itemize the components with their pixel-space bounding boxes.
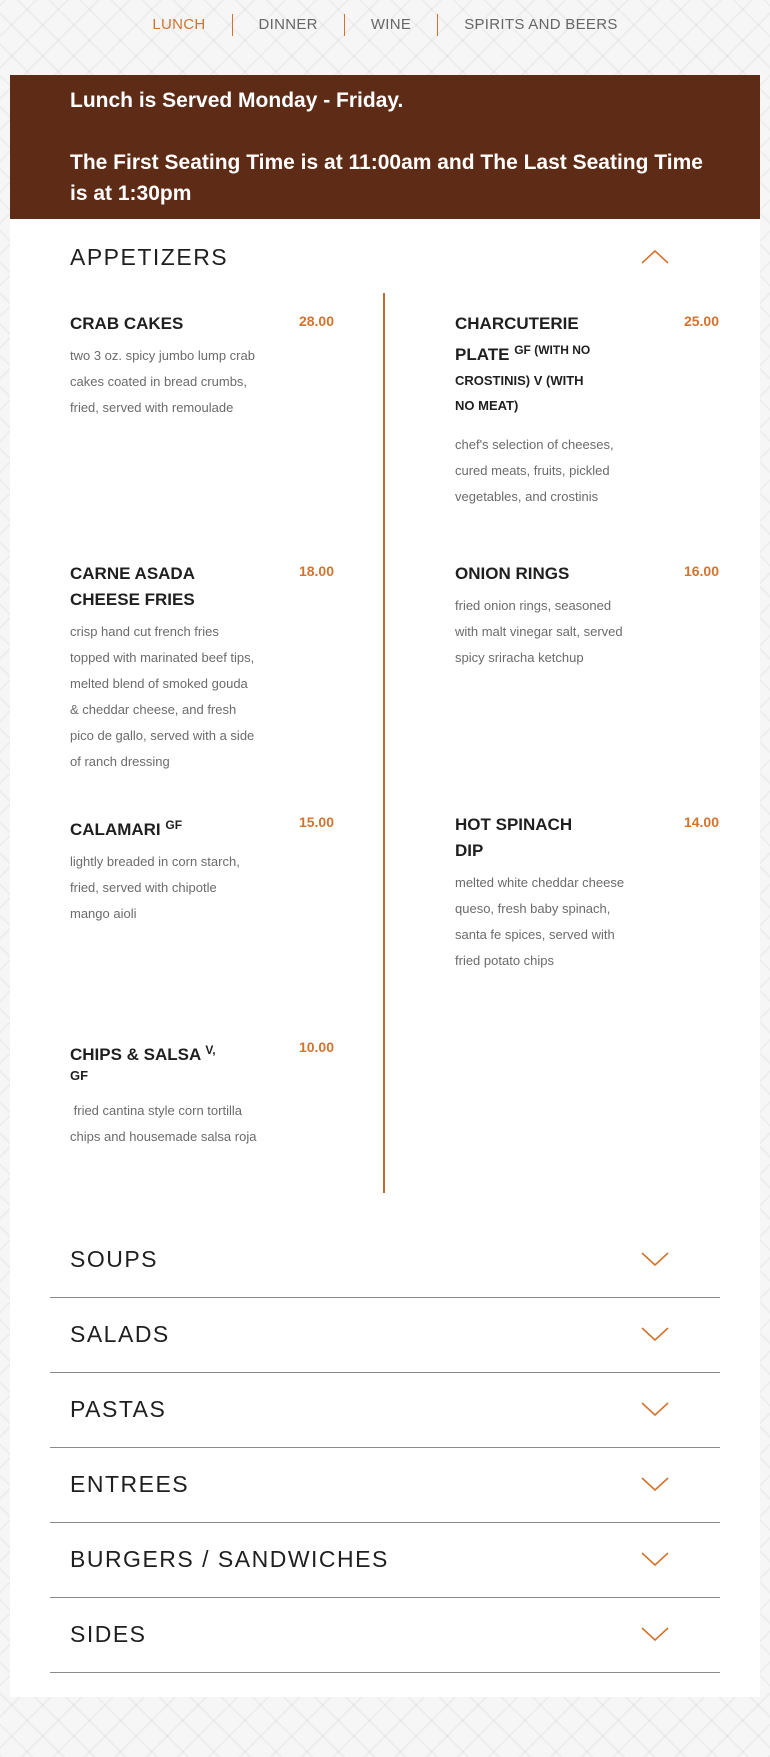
section-title: SALADS <box>70 1320 170 1347</box>
banner-seating-text: The First Seating Time is at 11:00am and The Last Seating Time is at 1:30pm <box>70 151 703 205</box>
column-divider <box>383 293 385 1193</box>
dietary-tags: GF (WITH NO <box>514 343 591 357</box>
section-divider <box>50 1672 720 1673</box>
item-name: HOT SPINACH DIP <box>455 815 573 860</box>
section-header-salads[interactable] <box>70 1296 670 1372</box>
dietary-tags: GF <box>165 818 183 832</box>
item-price: 10.00 <box>298 1039 334 1055</box>
dietary-tags: V, <box>205 1043 216 1057</box>
chevron-down-icon <box>640 1476 670 1492</box>
tab-spirits-and-beers[interactable]: SPIRITS AND BEERS <box>464 16 618 33</box>
menu-item-hot-spinach-dip <box>455 812 719 974</box>
menu-item-carne-asada-cheese-fries <box>70 561 334 775</box>
section-header-pastas[interactable] <box>70 1371 670 1447</box>
section-title: APPETIZERS <box>70 243 229 270</box>
section-header-burgers-sandwiches[interactable] <box>70 1521 670 1597</box>
item-name: CARNE ASADA CHEESE FRIES <box>70 564 195 609</box>
section-header-sides[interactable] <box>70 1596 670 1672</box>
item-name: CHARCUTERIE PLATE $^{GF (WITH NO}$ <box>455 314 591 364</box>
item-name: CRAB CAKES <box>70 314 184 333</box>
chevron-down-icon <box>640 1551 670 1567</box>
lunch-hours-banner <box>10 75 760 219</box>
item-price: 16.00 <box>683 563 719 579</box>
chevron-up-icon <box>640 249 670 265</box>
dietary-tags-cont: GF <box>70 1068 89 1083</box>
dietary-tags-cont: CROSTINIS) V (WITH NO MEAT) <box>455 373 584 413</box>
tab-lunch[interactable]: LUNCH <box>152 16 206 33</box>
item-description: lightly breaded in corn starch, fried, served with chipotle mango aioli <box>70 854 240 921</box>
item-price: 28.00 <box>298 313 334 329</box>
section-title: PASTAS <box>70 1395 167 1422</box>
tab-dinner[interactable]: DINNER <box>258 16 318 33</box>
section-header-entrees[interactable] <box>70 1446 670 1522</box>
item-description: two 3 oz. spicy jumbo lump crab cakes coated in bread crumbs, fried, served with remoulade <box>70 348 255 415</box>
section-title: SIDES <box>70 1620 147 1647</box>
tab-wine[interactable]: WINE <box>370 16 412 33</box>
item-description: chef's selection of cheeses, cured meats, fruits, pickled vegetables, and crostinis <box>455 437 614 504</box>
item-name: CHIPS & SALSA $^{V,}$ <box>70 1043 216 1064</box>
item-description: crisp hand cut french fries topped with marinated beef tips, melted blend of smoked gouda & cheddar cheese, and fresh pico de gallo, served with a side of ranch dressing <box>70 624 255 769</box>
item-description: fried onion rings, seasoned with malt vinegar salt, served spicy sriracha ketchup <box>455 598 623 665</box>
item-description: fried cantina style corn tortilla chips and housemade salsa roja <box>70 1103 257 1144</box>
chevron-down-icon <box>640 1626 670 1642</box>
menu-item-crab-cakes <box>70 311 334 421</box>
item-name: CALAMARI $^{GF}$ <box>70 818 183 839</box>
section-title: SOUPS <box>70 1245 159 1272</box>
menu-tabs <box>0 0 770 50</box>
menu-item-calamari <box>70 812 334 927</box>
banner-days-text: Lunch is Served Monday - Friday. <box>70 89 404 112</box>
chevron-down-icon <box>640 1401 670 1417</box>
menu-item-chips-and-salsa <box>70 1037 334 1150</box>
item-description: melted white cheddar cheese queso, fresh baby spinach, santa fe spices, served with fried potato chips <box>455 875 625 968</box>
item-price: 15.00 <box>298 814 334 830</box>
section-header-appetizers[interactable] <box>70 219 670 295</box>
chevron-down-icon <box>640 1326 670 1342</box>
item-price: 18.00 <box>298 563 334 579</box>
section-header-soups[interactable] <box>70 1221 670 1297</box>
item-name: ONION RINGS <box>455 564 570 583</box>
menu-item-onion-rings <box>455 561 719 671</box>
menu-item-charcuterie-plate <box>455 311 719 510</box>
section-title: BURGERS / SANDWICHES <box>70 1545 389 1572</box>
chevron-down-icon <box>640 1251 670 1267</box>
menu-panel <box>10 219 760 1697</box>
item-price: 25.00 <box>683 313 719 329</box>
section-title: ENTREES <box>70 1470 190 1497</box>
item-price: 14.00 <box>683 814 719 830</box>
